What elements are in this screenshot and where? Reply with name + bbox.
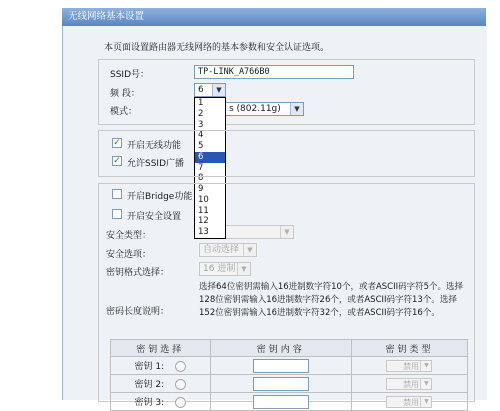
key-format-label: 密钥格式选择： [106, 268, 170, 278]
channel-option-3[interactable]: 3 [198, 119, 204, 130]
key-1-input[interactable] [253, 359, 309, 373]
header-key-type: 密钥类型 [351, 340, 467, 357]
key-1-radio[interactable] [175, 361, 186, 372]
key-3-type-value: 禁用 [402, 397, 419, 407]
enable-wireless-checkbox[interactable]: ✓ [113, 138, 121, 148]
key-length-description: 选择64位密钥需输入16进制数字符10个，或者ASCII码字符5个。选择128位密钥需输入16进制数字符26个，或者ASCII码字符13个。选择152位密钥需输入16进制数字符32个，或者ASCII码字符16个。 [199, 282, 464, 318]
key-length-label: 密码长度说明： [106, 307, 170, 317]
channel-option-5[interactable]: 5 [198, 141, 204, 151]
allow-ssid-broadcast-checkbox[interactable]: ✓ [113, 156, 121, 166]
channel-option-10[interactable]: 10 [198, 194, 209, 205]
channel-option-4[interactable]: 4 [198, 130, 204, 141]
chevron-down-icon[interactable]: ▼ [420, 397, 431, 407]
security-checkbox[interactable] [112, 209, 122, 219]
channel-select-value: 6 [198, 85, 204, 95]
ssid-input[interactable]: TP-LINK_A766B0 [194, 65, 354, 79]
security-type-label: 安全类型： [106, 231, 152, 241]
mode-select-value: s (802.11g) [229, 104, 281, 114]
key-format-select[interactable] [199, 262, 251, 276]
key-2-input[interactable] [253, 377, 309, 391]
channel-option-6[interactable]: 6 [195, 152, 225, 163]
key-3-radio[interactable] [175, 397, 186, 408]
chevron-down-icon[interactable]: ▼ [237, 263, 250, 275]
page-intro: 本页面设置路由器无线网络的基本参数和安全认证选项。 [104, 43, 330, 53]
chevron-down-icon[interactable]: ▼ [290, 103, 303, 115]
chevron-down-icon[interactable]: ▼ [420, 361, 431, 371]
security-label: 开启安全设置 [127, 212, 182, 222]
table-row [111, 375, 468, 393]
window-title: 无线网络基本设置 [62, 8, 486, 26]
allow-ssid-broadcast-label: 允许SSID广播 [127, 159, 185, 169]
security-option-label: 安全选项： [106, 250, 152, 260]
key-1-type-select[interactable] [386, 360, 432, 372]
channel-option-13[interactable]: 13 [198, 227, 209, 237]
channel-option-7[interactable]: 7 [198, 162, 204, 173]
security-option-value: 自动选择 [203, 245, 240, 255]
mode-label: 模式： [110, 107, 138, 117]
channel-select[interactable] [194, 83, 226, 97]
channel-option-8[interactable]: 8 [198, 173, 204, 184]
channel-label: 频 段： [110, 89, 140, 99]
key-table [110, 339, 468, 411]
mode-select[interactable] [226, 102, 304, 116]
channel-option-1[interactable]: 1 [198, 98, 204, 108]
key-1-label: 密钥 1: [134, 362, 165, 372]
channel-option-11[interactable]: 11 [198, 205, 209, 216]
chevron-down-icon[interactable]: ▼ [243, 244, 256, 256]
chevron-down-icon[interactable]: ▼ [420, 379, 431, 389]
channel-option-2[interactable]: 2 [198, 108, 204, 119]
enable-wireless-label: 开启无线功能 [127, 141, 182, 151]
table-row [111, 357, 468, 375]
key-3-type-select[interactable] [386, 396, 432, 408]
header-key-select: 密钥选择 [111, 340, 211, 357]
security-option-select[interactable] [199, 243, 257, 257]
key-2-radio[interactable] [175, 379, 186, 390]
channel-option-9[interactable]: 9 [198, 184, 204, 194]
channel-option-12[interactable]: 12 [198, 216, 209, 227]
key-2-type-select[interactable] [386, 378, 432, 390]
key-2-type-value: 禁用 [402, 379, 419, 389]
key-table-header [111, 340, 468, 357]
key-3-label: 密钥 3: [134, 398, 165, 408]
key-format-value: 16 进制 [203, 264, 236, 274]
chevron-down-icon[interactable]: ▼ [280, 226, 293, 238]
security-type-select[interactable] [226, 225, 294, 239]
header-key-content: 密钥内容 [210, 340, 351, 357]
key-3-input[interactable] [253, 395, 309, 409]
table-row [111, 393, 468, 411]
bridge-label: 开启Bridge功能 [127, 192, 193, 202]
chevron-down-icon[interactable]: ▼ [212, 84, 225, 96]
key-2-label: 密钥 2: [134, 380, 165, 390]
bridge-checkbox[interactable] [112, 189, 122, 199]
key-1-type-value: 禁用 [402, 361, 419, 371]
ssid-label: SSID号： [110, 70, 150, 80]
